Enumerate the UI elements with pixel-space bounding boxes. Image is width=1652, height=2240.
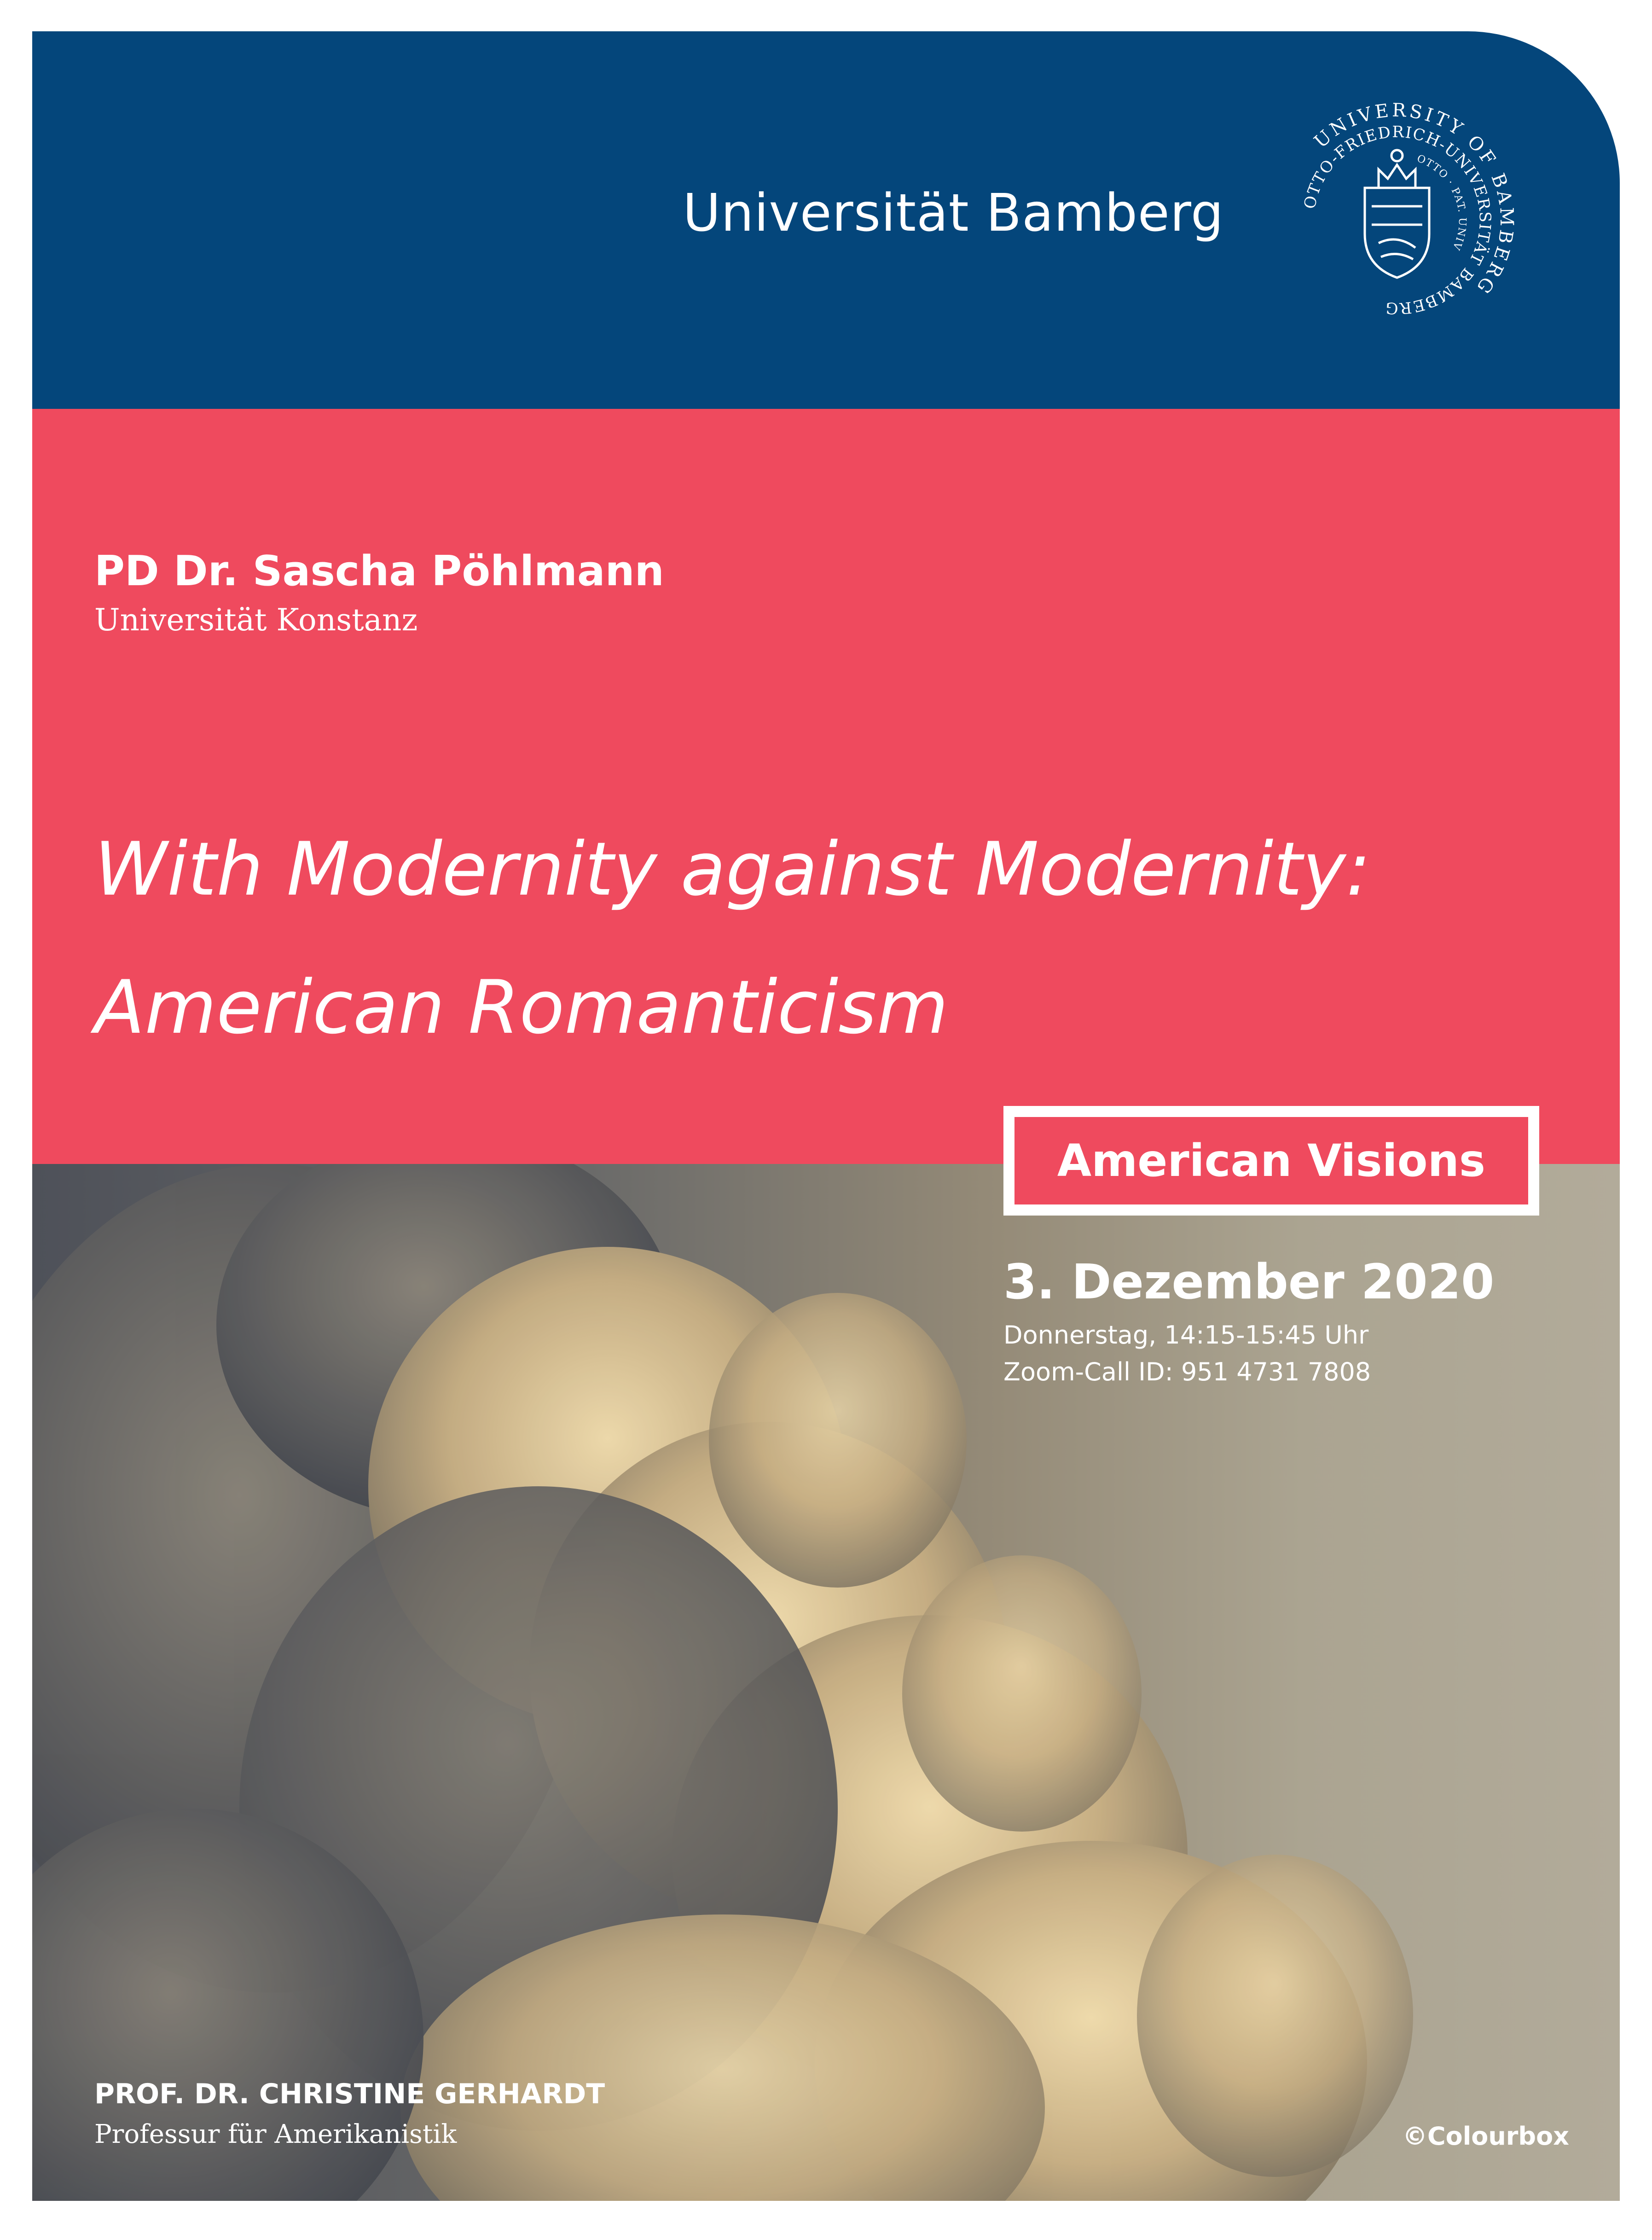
header-band bbox=[32, 31, 1620, 409]
talk-title-line-1: With Modernity against Modernity: bbox=[94, 826, 1371, 912]
talk-title-line-2: American Romanticism bbox=[94, 964, 949, 1050]
series-badge-inner bbox=[1014, 1117, 1528, 1204]
seal-inner-text: OTTO-FRIEDRICH-UNIVERSITÄT BAMBERG bbox=[1300, 122, 1495, 318]
speaker-name: PD Dr. Sascha Pöhlmann bbox=[94, 547, 664, 595]
photo-credit: ©Colourbox bbox=[1403, 2122, 1569, 2151]
series-badge bbox=[1003, 1106, 1539, 1216]
poster bbox=[32, 31, 1620, 2201]
event-date: 3. Dezember 2020 bbox=[1003, 1254, 1495, 1310]
series-label: American Visions bbox=[1057, 1135, 1486, 1187]
seal-outer-text: UNIVERSITY OF BAMBERG bbox=[1310, 99, 1518, 300]
university-seal-icon bbox=[1273, 96, 1521, 344]
host-name: PROF. DR. CHRISTINE GERHARDT bbox=[94, 2078, 605, 2110]
seal-emblem bbox=[1365, 150, 1429, 278]
university-name: Universität Bamberg bbox=[683, 183, 1224, 243]
title-band bbox=[32, 409, 1620, 1164]
host-chair: Professur für Amerikanistik bbox=[94, 2119, 457, 2149]
event-zoom-id: Zoom-Call ID: 951 4731 7808 bbox=[1003, 1357, 1371, 1386]
cloud-photo bbox=[32, 1164, 1620, 2201]
seal-core-text: OTTO · PAT. UNIV bbox=[1415, 152, 1468, 252]
speaker-institution: Universität Konstanz bbox=[94, 602, 418, 638]
talk-title bbox=[94, 800, 1371, 1076]
event-time: Donnerstag, 14:15-15:45 Uhr bbox=[1003, 1321, 1369, 1350]
cloud-image bbox=[32, 1164, 1620, 2201]
